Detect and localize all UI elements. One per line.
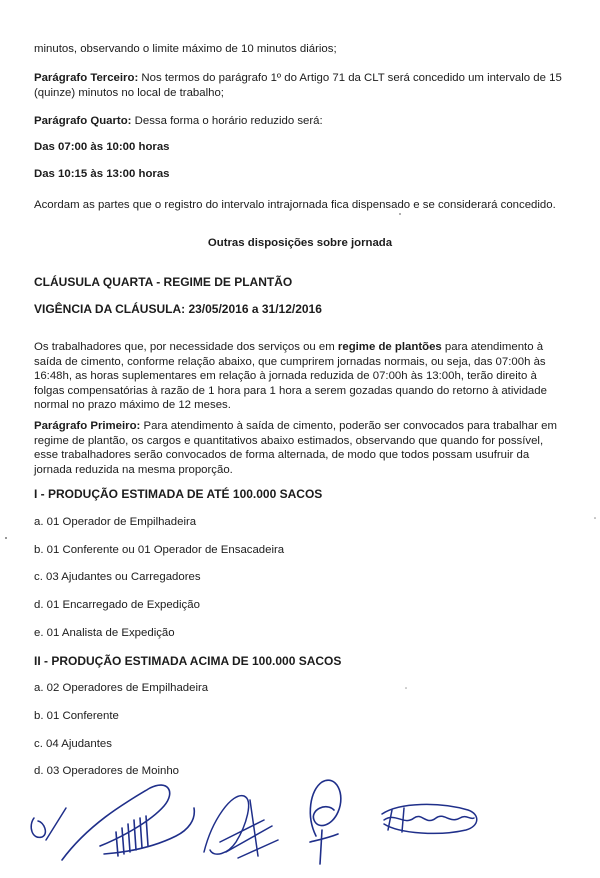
list1-title: I - PRODUÇÃO ESTIMADA DE ATÉ 100.000 SACOS — [34, 487, 323, 501]
paragraph-plantao-text-b: para atendimento à saída de cimento, conforme relação abaixo, que cumprirem jornadas normais, ou seja, das 07:00h às 16:48h, as horas suplementares em relação à jornada reduzida de 07:00h às 13:00h, terão direito à folgas compensatórias à razão de 1 hora para 1 hora a serem gozadas quando do retorno à atividade normal no prazo máximo de 12 meses. — [34, 341, 547, 412]
paragraph-terceiro-text: Nos termos do parágrafo 1º do Artigo 71 da CLT será concedido um intervalo de 15 (quinze) minutos no local de trabalho; — [34, 72, 562, 99]
paragraph-quarto-text: Dessa forma o horário reduzido será: — [131, 115, 323, 127]
schedule-line-1: Das 07:00 às 10:00 horas — [34, 141, 170, 153]
signature-1 — [31, 808, 66, 840]
list1-item: b. 01 Conferente ou 01 Operador de Ensacadeira — [34, 544, 285, 556]
section-title: Outras disposições sobre jornada — [207, 237, 393, 249]
paragraph-primeiro-text: Para atendimento à saída de cimento, poderão ser convocados para trabalhar em regime de plantão, os cargos e quantitativos abaixo estimados, observando que quando for possível, esse trabalhadores serão convocados de forma alternada, de modo que todos possam usufruir da jornada reduzida na mesma proporção. — [34, 420, 558, 476]
list1-item: e. 01 Analista de Expedição — [34, 627, 175, 639]
paragraph-terceiro — [34, 71, 570, 100]
paragraph-plantao — [34, 340, 570, 413]
clause-validity: VIGÊNCIA DA CLÁUSULA: 23/05/2016 a 31/12/2016 — [34, 302, 322, 316]
signature-5 — [382, 804, 477, 833]
paragraph-terceiro-label: Parágrafo Terceiro: — [34, 72, 139, 84]
list2-item: b. 01 Conferente — [34, 710, 119, 722]
signature-2 — [62, 785, 194, 860]
schedule-line-2: Das 10:15 às 13:00 horas — [34, 168, 170, 180]
list1-item: c. 03 Ajudantes ou Carregadores — [34, 571, 201, 583]
paragraph-plantao-bold: regime de plantões — [337, 341, 442, 353]
signatures — [0, 760, 600, 878]
list2-item: d. 03 Operadores de Moinho — [34, 765, 180, 777]
paragraph-plantao-text-a: Os trabalhadores que, por necessidade dos serviços ou em — [34, 341, 338, 353]
paragraph-primeiro — [34, 419, 570, 477]
paragraph-interval: Acordam as partes que o registro do intervalo intrajornada fica dispensado e se considerará concedido. — [34, 199, 556, 211]
signature-4 — [310, 780, 341, 864]
list1-item: d. 01 Encarregado de Expedição — [34, 599, 200, 611]
paragraph-continuation: minutos, observando o limite máximo de 10 minutos diários; — [34, 43, 337, 55]
signature-3 — [204, 796, 278, 858]
clause-title: CLÁUSULA QUARTA - REGIME DE PLANTÃO — [34, 275, 293, 289]
list2-item: a. 02 Operadores de Empilhadeira — [34, 682, 209, 694]
paragraph-quarto — [34, 114, 570, 129]
paragraph-quarto-label: Parágrafo Quarto: — [34, 115, 132, 127]
list2-title: II - PRODUÇÃO ESTIMADA ACIMA DE 100.000 SACOS — [34, 654, 342, 668]
list1-item: a. 01 Operador de Empilhadeira — [34, 516, 197, 528]
list2-item: c. 04 Ajudantes — [34, 738, 112, 750]
paragraph-primeiro-label: Parágrafo Primeiro: — [34, 420, 141, 432]
